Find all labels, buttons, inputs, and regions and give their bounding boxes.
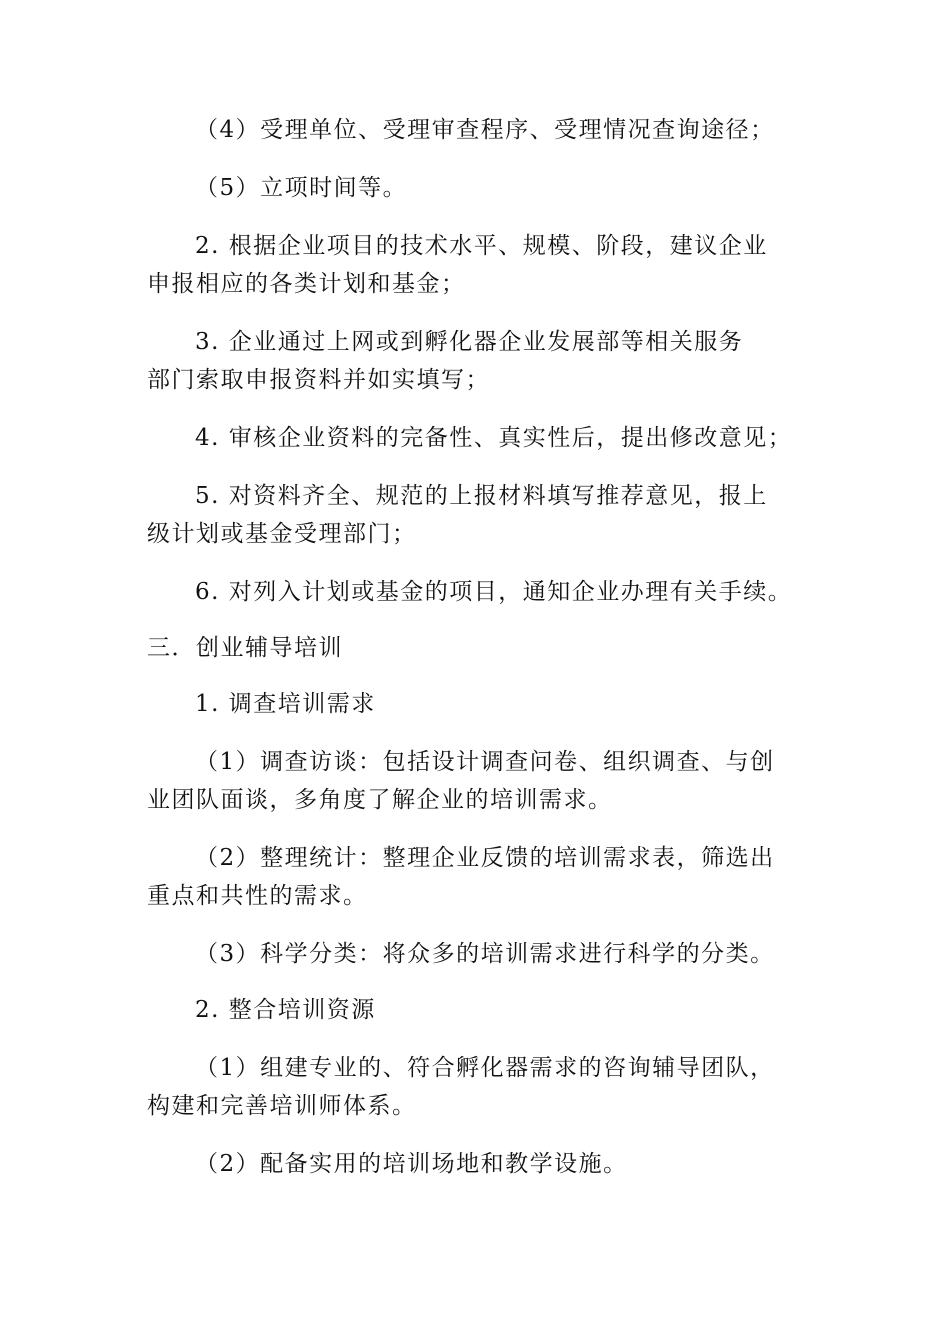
paragraph-line: （1）调查访谈：包括设计调查问卷、组织调查、与创 (195, 749, 775, 775)
subsection-heading: 1. 调查培训需求 (195, 691, 376, 717)
paragraph-line: 申报相应的各类计划和基金； (147, 271, 466, 297)
paragraph-line: 构建和完善培训师体系。 (147, 1093, 417, 1119)
paragraph-line: （1）组建专业的、符合孵化器需求的咨询辅导团队， (195, 1055, 775, 1081)
paragraph-line: 重点和共性的需求。 (147, 883, 368, 909)
paragraph-line: 2. 根据企业项目的技术水平、规模、阶段，建议企业 (195, 233, 768, 259)
section-heading: 三．创业辅导培训 (147, 635, 343, 661)
paragraph-line: 业团队面谈，多角度了解企业的培训需求。 (147, 787, 613, 813)
paragraph-line: 部门索取申报资料并如实填写； (147, 367, 490, 393)
paragraph-line: （5）立项时间等。 (195, 175, 408, 201)
subsection-heading: 2. 整合培训资源 (195, 997, 376, 1023)
paragraph-line: （2）配备实用的培训场地和教学设施。 (195, 1151, 628, 1177)
paragraph-line: 3. 企业通过上网或到孵化器企业发展部等相关服务 (195, 329, 744, 355)
paragraph-line: （2）整理统计：整理企业反馈的培训需求表，筛选出 (195, 845, 775, 871)
paragraph-line: 5. 对资料齐全、规范的上报材料填写推荐意见，报上 (195, 483, 768, 509)
paragraph-line: （3）科学分类：将众多的培训需求进行科学的分类。 (195, 941, 775, 967)
paragraph-line: 4. 审核企业资料的完备性、真实性后，提出修改意见； (195, 425, 793, 451)
paragraph-line: 级计划或基金受理部门； (147, 521, 417, 547)
paragraph-line: （4）受理单位、受理审查程序、受理情况查询途径； (195, 117, 775, 143)
paragraph-line: 6. 对列入计划或基金的项目，通知企业办理有关手续。 (195, 579, 793, 605)
